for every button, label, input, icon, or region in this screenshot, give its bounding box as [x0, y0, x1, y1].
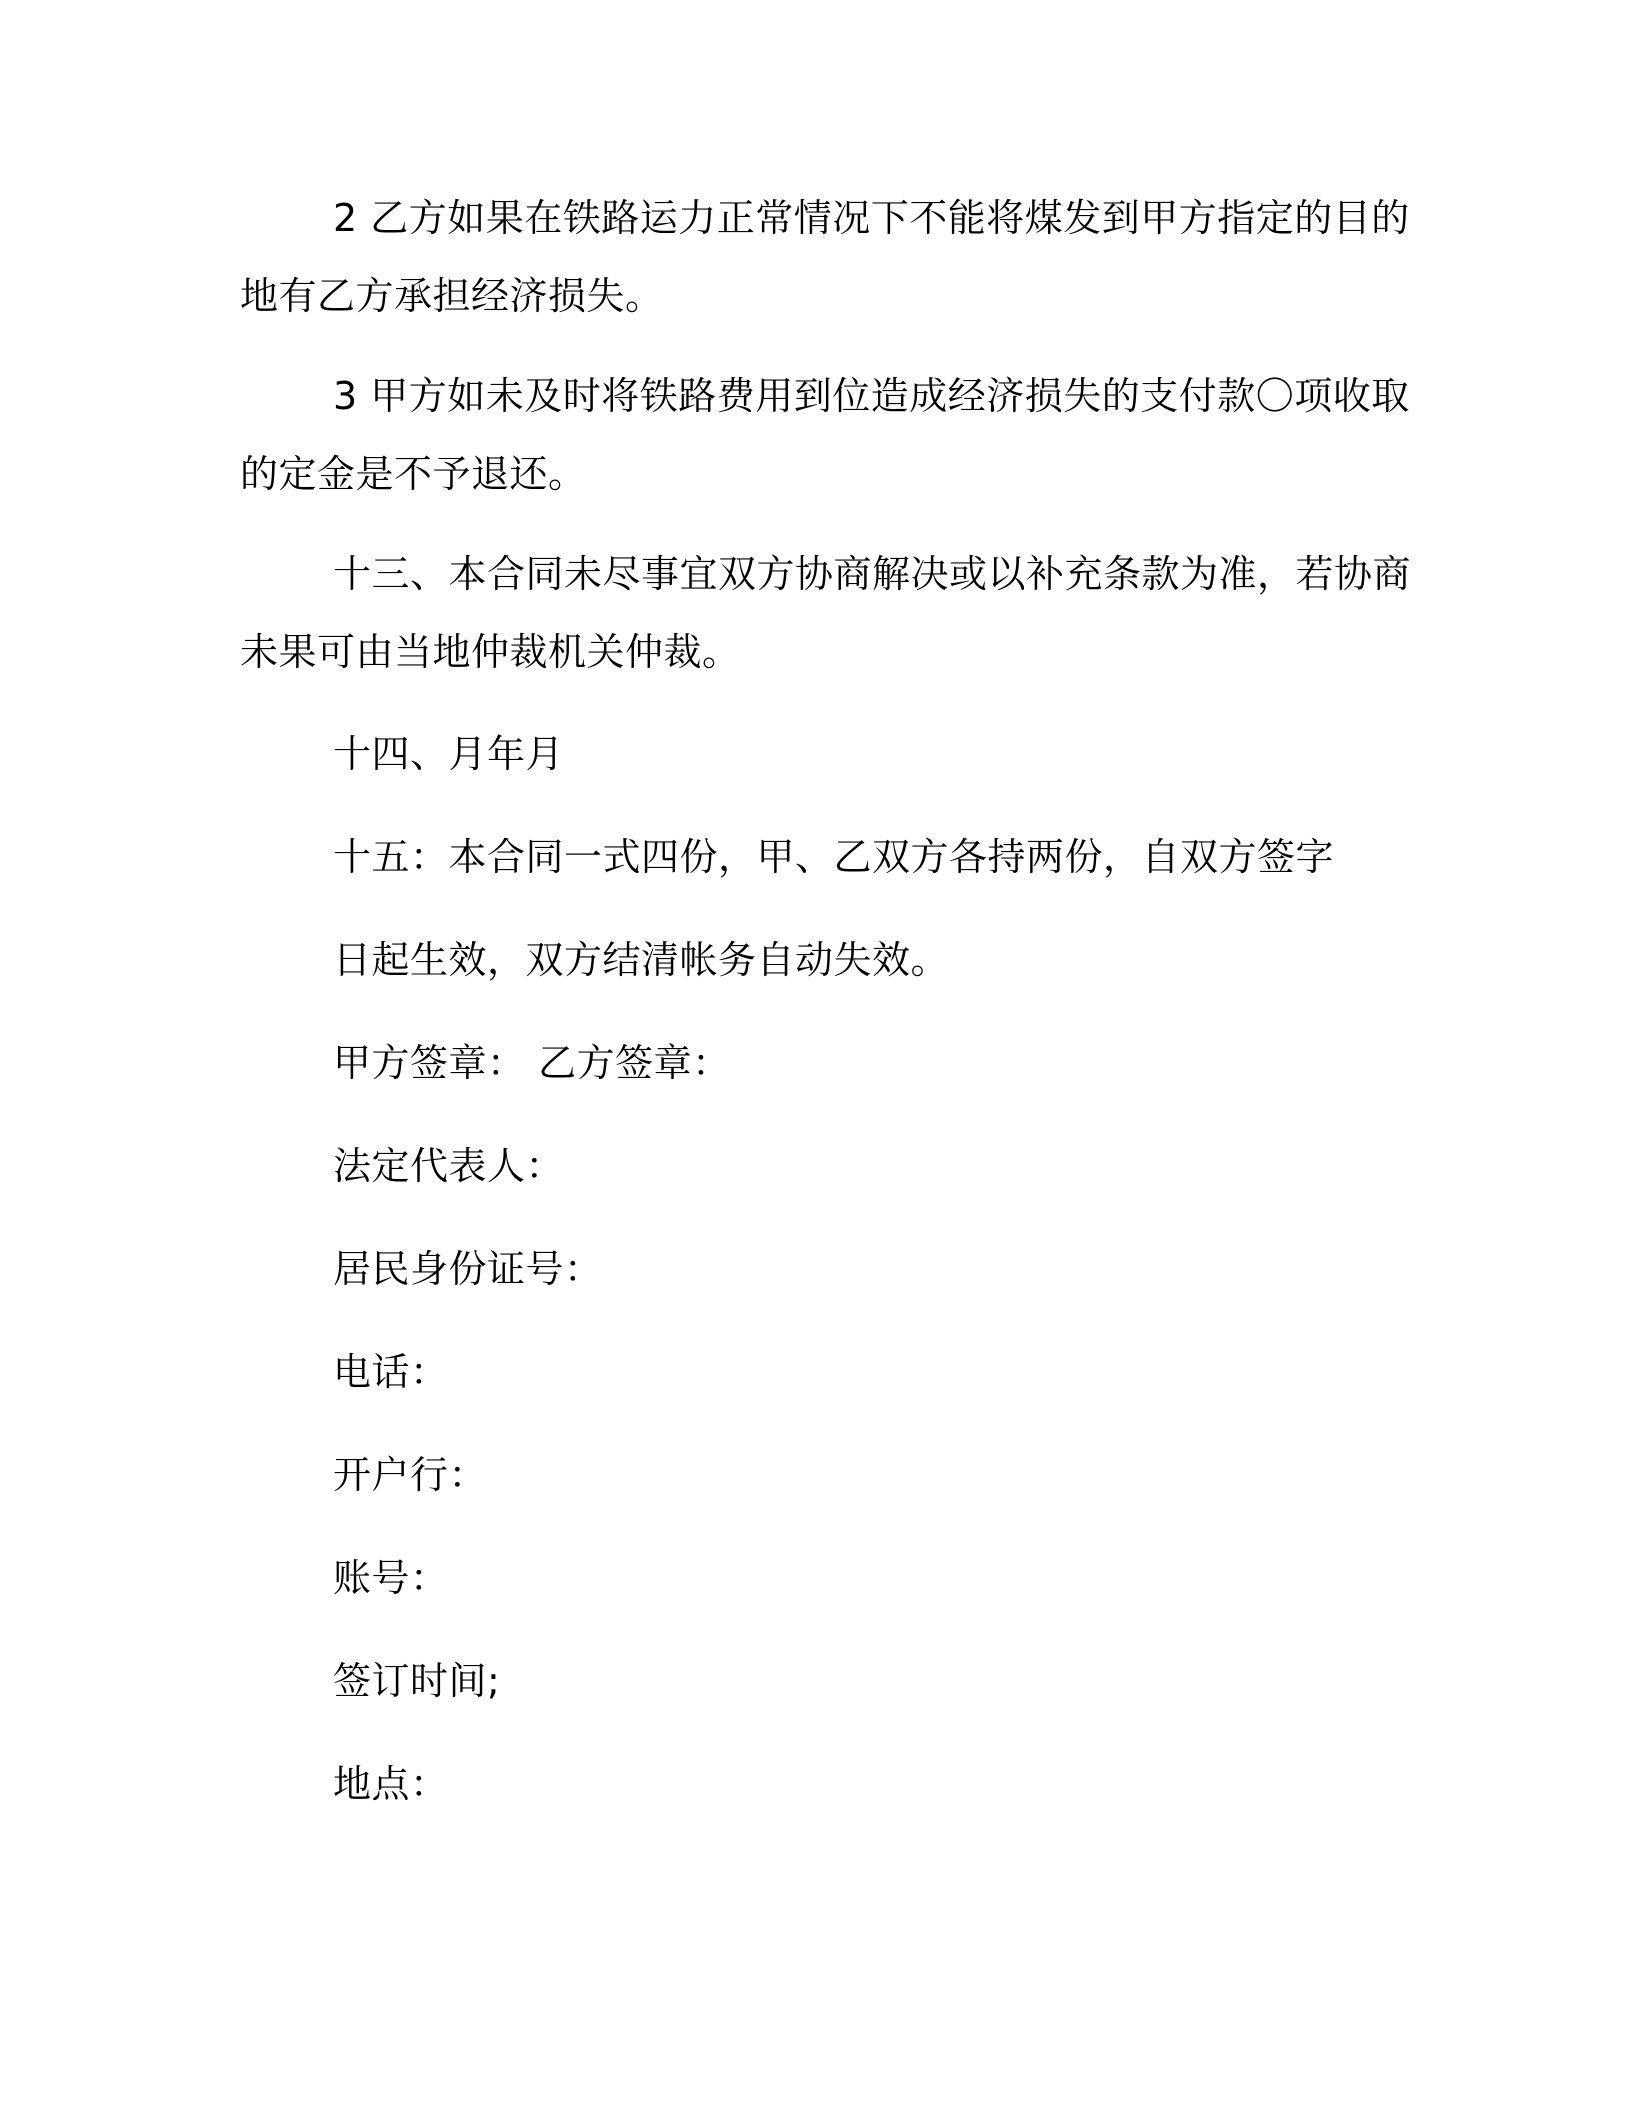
clause-15-line-1: 十五：本合同一式四份，甲、乙双方各持两份，自双方签字	[333, 835, 1335, 879]
phone-field: 电话：	[333, 1350, 449, 1394]
clause-14: 十四、月年月	[333, 732, 565, 776]
account-field: 账号：	[333, 1556, 449, 1600]
id-number-field: 居民身份证号：	[333, 1247, 603, 1291]
legal-representative-field: 法定代表人：	[333, 1144, 565, 1188]
clause-15-line-2: 日起生效，双方结清帐务自动失效。	[333, 938, 950, 982]
location-field: 地点：	[333, 1762, 449, 1806]
sign-time-field: 签订时间;	[333, 1659, 501, 1703]
clause-3-line-1: 3 甲方如未及时将铁路费用到位造成经济损失的支付款〇项收取	[333, 374, 1410, 418]
clause-13-line-1: 十三、本合同未尽事宜双方协商解决或以补充条款为准，若协商	[333, 552, 1412, 596]
clause-13-line-2: 未果可由当地仲裁机关仲裁。	[240, 630, 741, 674]
clause-3-line-2: 的定金是不予退还。	[240, 452, 587, 496]
bank-field: 开户行：	[333, 1453, 488, 1497]
clause-2-line-1: 2 乙方如果在铁路运力正常情况下不能将煤发到甲方指定的目的	[333, 196, 1410, 240]
signature-line: 甲方签章： 乙方签章：	[333, 1041, 731, 1085]
clause-2-line-2: 地有乙方承担经济损失。	[240, 274, 664, 318]
